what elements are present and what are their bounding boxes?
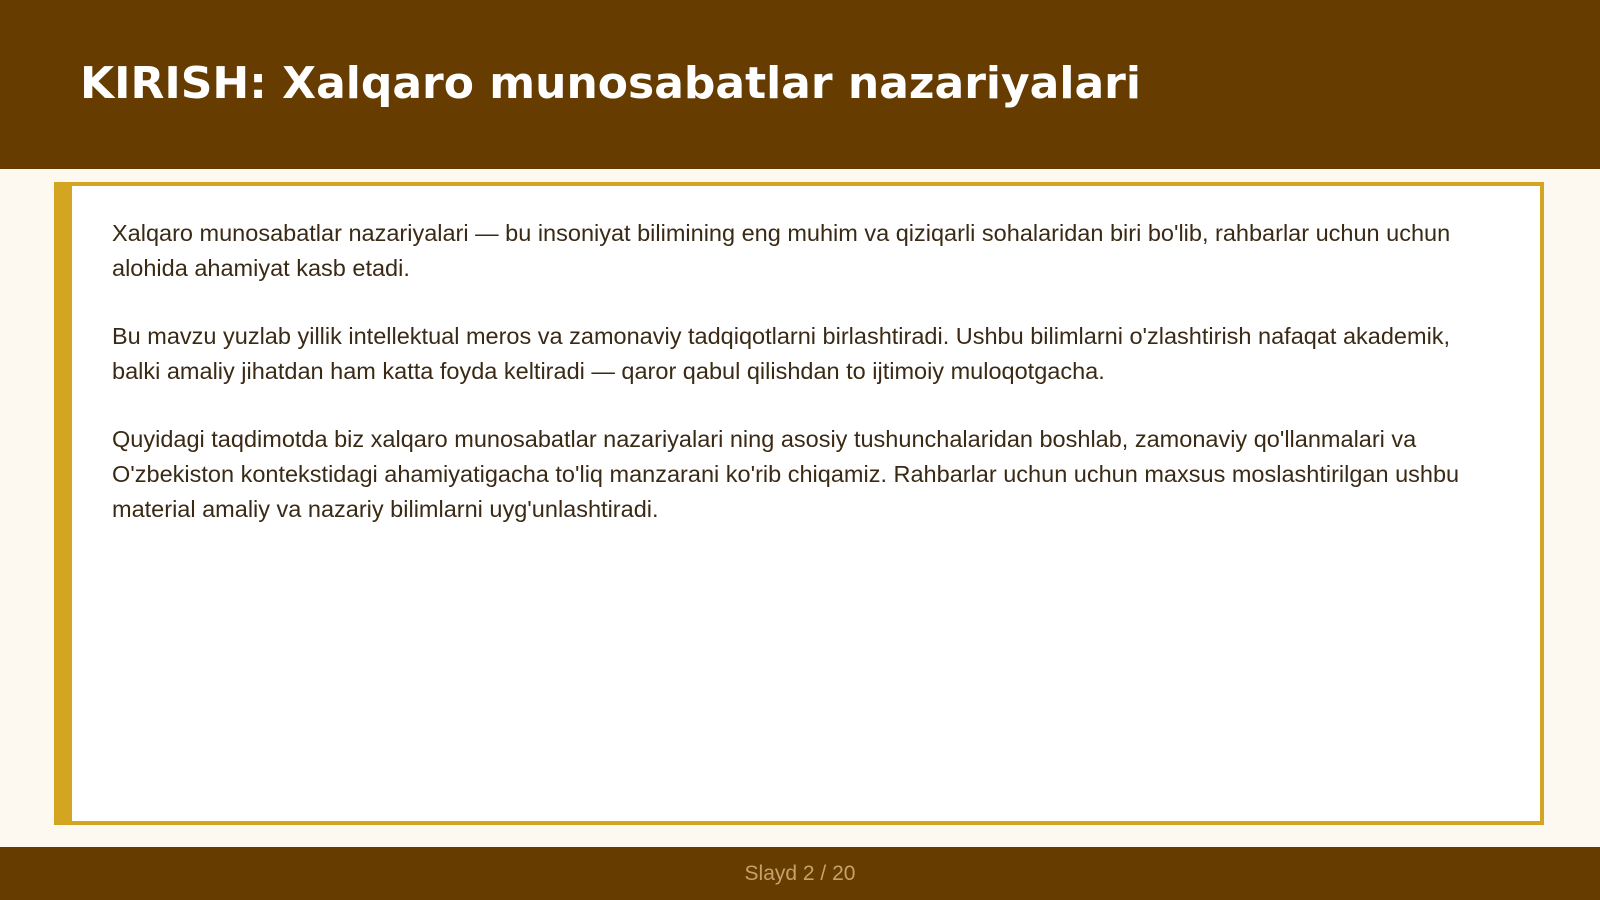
paragraph-3: Quyidagi taqdimotda biz xalqaro munosabatlar nazariyalari ning asosiy tushunchalaridan boshlab, zamonaviy qo'llanmalari va O'zbekiston kontekstidagi ahamiyatigacha to'liq manzarani ko'rib chiqamiz. Rahbarlar uchun uchun maxsus moslashtirilgan ushbu material amaliy va nazariy bilimlarni uyg'unlashtiradi. [112, 426, 1460, 522]
slide-number: Slayd 2 / 20 [744, 862, 856, 885]
paragraph-2: Bu mavzu yuzlab yillik intellektual meros va zamonaviy tadqiqotlarni birlashtiradi. Ushbu bilimlarni o'zlashtirish nafaqat akademik, balki amaliy jihatdan ham katta foyda keltiradi — qaror qabul qilishdan to ijtimoiy muloqotgacha. [112, 323, 1451, 384]
slide-footer [0, 847, 1600, 900]
paragraph-1: Xalqaro munosabatlar nazariyalari — bu insoniyat bilimining eng muhim va qiziqarli sohalaridan biri bo'lib, rahbarlar uchun uchun alohida ahamiyat kasb etadi. [112, 220, 1451, 281]
content-box [54, 182, 1544, 825]
slide-title: KIRISH: Xalqaro munosabatlar nazariyalari [80, 58, 1141, 109]
slide-header [0, 0, 1600, 169]
content-body [112, 216, 1500, 560]
